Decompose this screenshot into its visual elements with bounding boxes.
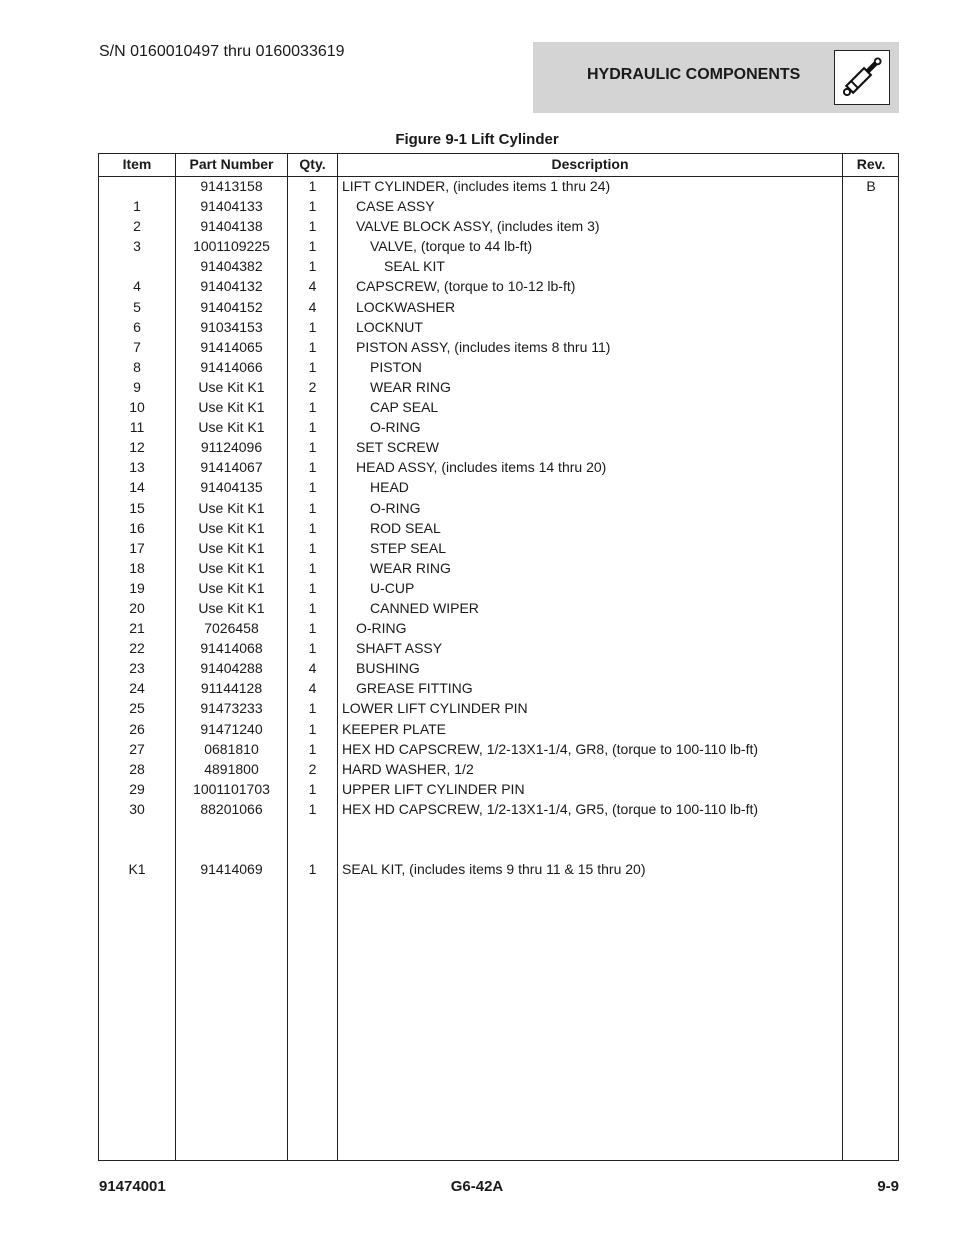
cell-item: 30 bbox=[129, 800, 145, 817]
cell-part-number: 91404135 bbox=[200, 479, 263, 496]
cell-description: HEX HD CAPSCREW, 1/2-13X1-1/4, GR5, (torque to 100-110 lb-ft) bbox=[342, 800, 759, 817]
table-row bbox=[99, 799, 898, 819]
cell-qty: 1 bbox=[308, 459, 317, 476]
cell-item: 29 bbox=[129, 780, 145, 797]
cell-item: 3 bbox=[133, 238, 141, 255]
cell-part-number: Use Kit K1 bbox=[198, 499, 265, 516]
footer-model: G6-42A bbox=[450, 1178, 504, 1195]
hydraulic-cylinder-icon bbox=[834, 50, 890, 105]
table-row bbox=[99, 658, 898, 678]
cell-description: SEAL KIT, (includes items 9 thru 11 & 15 thru 20) bbox=[342, 861, 646, 878]
cell-qty: 1 bbox=[308, 338, 317, 355]
cell-qty: 1 bbox=[308, 218, 317, 235]
table-row bbox=[99, 317, 898, 337]
table-row bbox=[99, 719, 898, 739]
cell-qty: 1 bbox=[308, 620, 317, 637]
cell-qty: 1 bbox=[308, 579, 317, 596]
cell-description: KEEPER PLATE bbox=[342, 720, 447, 737]
cell-qty: 1 bbox=[308, 559, 317, 576]
cell-part-number: 91404138 bbox=[200, 218, 263, 235]
cell-qty: 1 bbox=[308, 519, 317, 536]
cell-description: PISTON bbox=[370, 358, 422, 375]
cell-part-number: 7026458 bbox=[204, 620, 259, 637]
cell-item: 7 bbox=[133, 338, 141, 355]
cell-description: U-CUP bbox=[370, 579, 415, 596]
table-row bbox=[99, 779, 898, 799]
table-row bbox=[99, 819, 898, 839]
cell-item: 21 bbox=[129, 620, 145, 637]
cell-qty: 1 bbox=[308, 358, 317, 375]
cell-item: 26 bbox=[129, 720, 145, 737]
cell-part-number: Use Kit K1 bbox=[198, 378, 265, 395]
cell-part-number: 1001101703 bbox=[193, 780, 270, 797]
cell-qty: 1 bbox=[308, 198, 317, 215]
cell-part-number: 91124096 bbox=[200, 439, 263, 456]
cell-description: ROD SEAL bbox=[370, 519, 441, 536]
column-header-rev: Rev. bbox=[856, 156, 886, 172]
cell-description: CAP SEAL bbox=[370, 399, 439, 416]
cell-qty: 1 bbox=[308, 479, 317, 496]
cell-description: O-RING bbox=[356, 620, 407, 637]
cell-part-number: 1001109225 bbox=[193, 238, 270, 255]
table-row bbox=[99, 417, 898, 437]
cell-part-number: Use Kit K1 bbox=[198, 599, 265, 616]
table-row bbox=[99, 759, 898, 779]
cell-item: K1 bbox=[128, 861, 146, 878]
table-row bbox=[99, 176, 898, 196]
cell-item: 11 bbox=[129, 419, 145, 436]
table-row bbox=[99, 457, 898, 477]
table-row bbox=[99, 397, 898, 417]
cell-description: HARD WASHER, 1/2 bbox=[342, 760, 474, 777]
cell-part-number: Use Kit K1 bbox=[198, 559, 265, 576]
cell-qty: 4 bbox=[308, 660, 317, 677]
cell-item: 25 bbox=[129, 700, 145, 717]
table-row bbox=[99, 739, 898, 759]
cell-description: UPPER LIFT CYLINDER PIN bbox=[342, 780, 525, 797]
cell-qty: 1 bbox=[308, 499, 317, 516]
cell-qty: 1 bbox=[308, 720, 317, 737]
cell-part-number: 0681810 bbox=[204, 740, 259, 757]
cell-qty: 1 bbox=[308, 539, 317, 556]
cell-description: WEAR RING bbox=[370, 559, 451, 576]
cell-item: 19 bbox=[129, 579, 145, 596]
cell-description: VALVE BLOCK ASSY, (includes item 3) bbox=[356, 218, 600, 235]
cell-item: 15 bbox=[129, 499, 145, 516]
table-row bbox=[99, 678, 898, 698]
cell-part-number: Use Kit K1 bbox=[198, 579, 265, 596]
cell-item: 24 bbox=[129, 680, 145, 697]
cell-part-number: 91413158 bbox=[200, 178, 263, 194]
table-row bbox=[99, 558, 898, 578]
cell-description: HEX HD CAPSCREW, 1/2-13X1-1/4, GR8, (torque to 100-110 lb-ft) bbox=[342, 740, 759, 757]
table-row bbox=[99, 337, 898, 357]
footer-manual-number: 91474001 bbox=[99, 1178, 166, 1195]
cell-qty: 1 bbox=[308, 419, 317, 436]
cell-item: 1 bbox=[133, 198, 141, 215]
cell-item: 20 bbox=[129, 599, 145, 616]
cell-description: CASE ASSY bbox=[356, 198, 435, 215]
cell-description: BUSHING bbox=[356, 660, 420, 677]
column-header-item: Item bbox=[122, 156, 152, 172]
cell-description: CANNED WIPER bbox=[370, 599, 479, 616]
table-row bbox=[99, 477, 898, 497]
table-row bbox=[99, 216, 898, 236]
cell-item: 17 bbox=[129, 539, 145, 556]
cell-description: VALVE, (torque to 44 lb-ft) bbox=[370, 238, 533, 255]
cell-part-number: Use Kit K1 bbox=[198, 539, 265, 556]
cell-description: WEAR RING bbox=[370, 378, 451, 395]
cell-part-number: Use Kit K1 bbox=[198, 519, 265, 536]
cell-part-number: 91414068 bbox=[200, 640, 263, 657]
cell-description: LOCKWASHER bbox=[356, 298, 456, 315]
cell-qty: 1 bbox=[308, 640, 317, 657]
cell-item: 9 bbox=[133, 378, 141, 395]
cell-item: 27 bbox=[129, 740, 145, 757]
cell-item: 6 bbox=[133, 318, 141, 335]
cell-qty: 1 bbox=[308, 178, 317, 194]
section-title: HYDRAULIC COMPONENTS bbox=[587, 66, 801, 83]
cell-description: O-RING bbox=[370, 419, 421, 436]
table-row bbox=[99, 518, 898, 538]
cell-item: 5 bbox=[133, 298, 141, 315]
cell-part-number: 91473233 bbox=[200, 700, 263, 717]
cell-item: 16 bbox=[129, 519, 145, 536]
cell-qty: 4 bbox=[308, 278, 317, 295]
cell-item: 23 bbox=[129, 660, 145, 677]
cell-qty: 4 bbox=[308, 298, 317, 315]
cell-description: LIFT CYLINDER, (includes items 1 thru 24) bbox=[342, 178, 611, 194]
table-row bbox=[99, 598, 898, 618]
cell-qty: 1 bbox=[308, 861, 317, 878]
cell-qty: 1 bbox=[308, 399, 317, 416]
cell-qty: 2 bbox=[308, 760, 317, 777]
cell-qty: 1 bbox=[308, 700, 317, 717]
table-row bbox=[99, 618, 898, 638]
cell-rev: B bbox=[866, 178, 876, 194]
cell-part-number: Use Kit K1 bbox=[198, 419, 265, 436]
table-row bbox=[99, 859, 898, 879]
cell-item: 4 bbox=[133, 278, 141, 295]
cell-item: 22 bbox=[129, 640, 145, 657]
cell-item: 10 bbox=[129, 399, 145, 416]
table-row bbox=[99, 498, 898, 518]
cell-part-number: 91471240 bbox=[200, 720, 263, 737]
cell-item: 13 bbox=[129, 459, 145, 476]
table-row bbox=[99, 276, 898, 296]
cell-item: 12 bbox=[129, 439, 145, 456]
cell-description: STEP SEAL bbox=[370, 539, 447, 556]
cell-description: SHAFT ASSY bbox=[356, 640, 443, 657]
cell-description: GREASE FITTING bbox=[356, 680, 473, 697]
column-header-part-number: Part Number bbox=[189, 156, 274, 172]
table-row bbox=[99, 698, 898, 718]
cell-item: 8 bbox=[133, 358, 141, 375]
cell-part-number: Use Kit K1 bbox=[198, 399, 265, 416]
cell-part-number: 91414069 bbox=[200, 861, 263, 878]
table-row bbox=[99, 437, 898, 457]
cell-part-number: 91414066 bbox=[200, 358, 263, 375]
cell-qty: 1 bbox=[308, 258, 317, 275]
cell-description: SET SCREW bbox=[356, 439, 439, 456]
table-row bbox=[99, 297, 898, 317]
cell-part-number: 91034153 bbox=[200, 318, 263, 335]
table-row bbox=[99, 236, 898, 256]
cell-part-number: 88201066 bbox=[200, 800, 263, 817]
cell-part-number: 91404152 bbox=[200, 298, 263, 315]
cell-qty: 1 bbox=[308, 318, 317, 335]
table-row bbox=[99, 839, 898, 859]
table-row bbox=[99, 578, 898, 598]
column-header-qty: Qty. bbox=[299, 156, 326, 172]
cell-part-number: 91404133 bbox=[200, 198, 263, 215]
cell-part-number: 91404382 bbox=[200, 258, 263, 275]
cell-description: PISTON ASSY, (includes items 8 thru 11) bbox=[356, 338, 611, 355]
column-header-description: Description bbox=[551, 156, 629, 172]
cell-description: CAPSCREW, (torque to 10-12 lb-ft) bbox=[356, 278, 576, 295]
cell-qty: 2 bbox=[308, 378, 317, 395]
cell-qty: 1 bbox=[308, 800, 317, 817]
serial-number-range: S/N 0160010497 thru 0160033619 bbox=[99, 43, 345, 60]
footer-page-number: 9-9 bbox=[877, 1178, 899, 1195]
cell-qty: 1 bbox=[308, 238, 317, 255]
figure-title: Figure 9-1 Lift Cylinder bbox=[395, 131, 559, 148]
cell-description: O-RING bbox=[370, 499, 421, 516]
table-row bbox=[99, 357, 898, 377]
table-row bbox=[99, 638, 898, 658]
table-row bbox=[99, 256, 898, 276]
cell-part-number: 91404132 bbox=[200, 278, 263, 295]
cell-part-number: 91414067 bbox=[200, 459, 263, 476]
table-row bbox=[99, 538, 898, 558]
cell-qty: 1 bbox=[308, 599, 317, 616]
parts-table bbox=[98, 153, 899, 1161]
cell-description: HEAD bbox=[370, 479, 409, 496]
cell-item: 2 bbox=[133, 218, 141, 235]
cell-item: 28 bbox=[129, 760, 145, 777]
table-row bbox=[99, 377, 898, 397]
cell-part-number: 91144128 bbox=[200, 680, 263, 697]
cell-item: 18 bbox=[129, 559, 145, 576]
cell-description: LOWER LIFT CYLINDER PIN bbox=[342, 700, 528, 717]
table-body bbox=[99, 176, 898, 879]
cell-qty: 1 bbox=[308, 439, 317, 456]
cell-qty: 1 bbox=[308, 780, 317, 797]
cell-part-number: 4891800 bbox=[204, 760, 259, 777]
cell-qty: 1 bbox=[308, 740, 317, 757]
cell-description: SEAL KIT bbox=[384, 258, 445, 275]
cell-qty: 4 bbox=[308, 680, 317, 697]
cell-description: HEAD ASSY, (includes items 14 thru 20) bbox=[356, 459, 607, 476]
cell-description: LOCKNUT bbox=[356, 318, 423, 335]
cell-part-number: 91404288 bbox=[200, 660, 263, 677]
cell-part-number: 91414065 bbox=[200, 338, 263, 355]
table-row bbox=[99, 196, 898, 216]
cell-item: 14 bbox=[129, 479, 145, 496]
